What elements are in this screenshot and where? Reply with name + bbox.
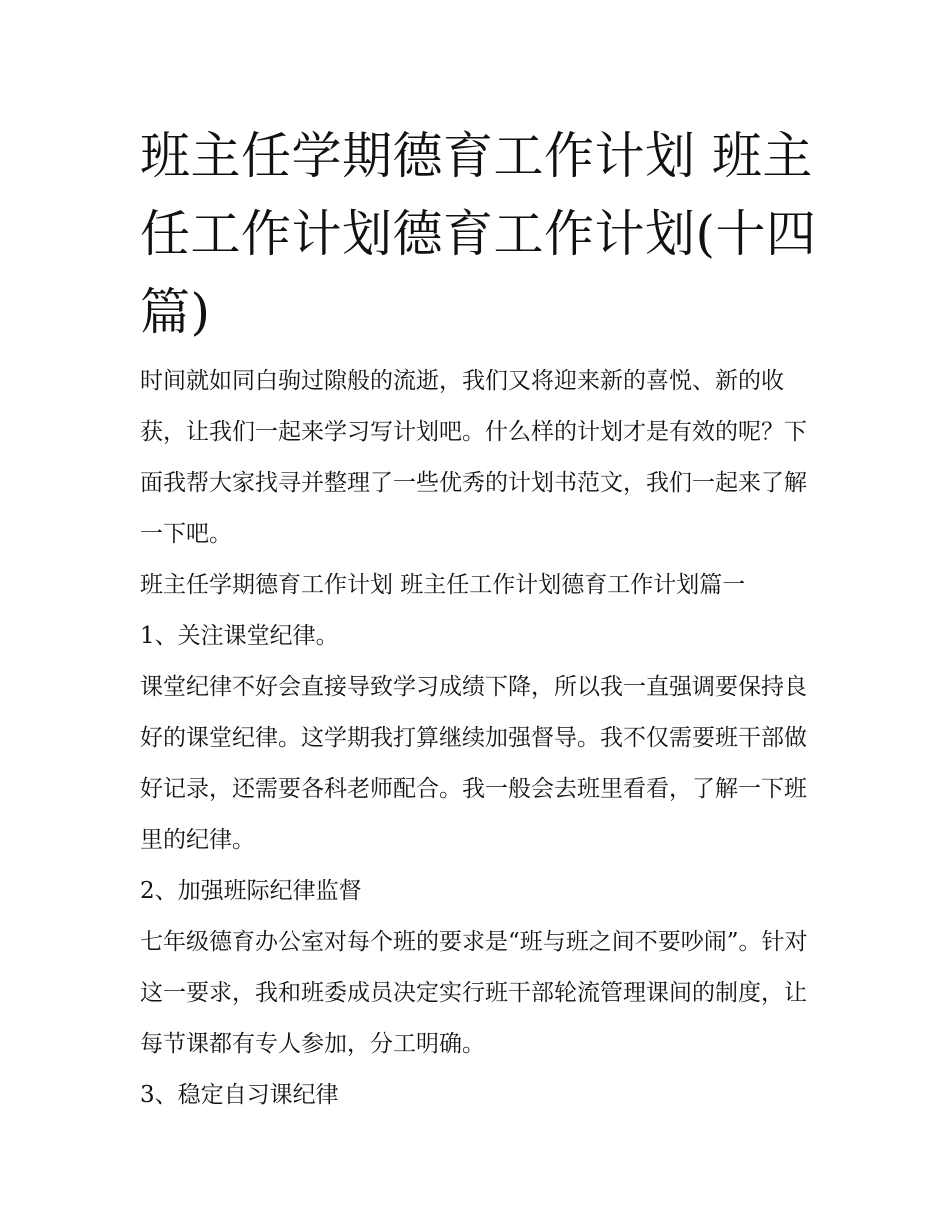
item-paragraph-2: 七年级德育办公室对每个班的要求是“班与班之间不要吵闹”。针对这一要求，我和班委成员决定实行班干部轮流管理课间的制度，让每节课都有专人参加，分工明确。 [140, 929, 808, 1057]
item-heading-2: 2、加强班际纪律监督 [140, 878, 362, 904]
document-title: 班主任学期德育工作计划 班主任工作计划德育工作计划(十四篇) [140, 127, 817, 341]
document-body [140, 356, 816, 1121]
item-heading-3: 3、稳定自习课纪律 [140, 1082, 339, 1108]
intro-paragraph: 时间就如同白驹过隙般的流逝，我们又将迎来新的喜悦、新的收获，让我们一起来学习写计划吧。什么样的计划才是有效的呢？下面我帮大家找寻并整理了一些优秀的计划书范文，我们一起来了解一下吧。 [140, 368, 807, 547]
item-heading-1: 1、关注课堂纪律。 [140, 623, 339, 649]
section-heading: 班主任学期德育工作计划 班主任工作计划德育工作计划篇一 [140, 572, 746, 598]
item-paragraph-1: 课堂纪律不好会直接导致学习成绩下降，所以我一直强调要保持良好的课堂纪律。这学期我打算继续加强督导。我不仅需要班干部做好记录，还需要各科老师配合。我一般会去班里看看，了解一下班里的纪律。 [140, 674, 807, 853]
